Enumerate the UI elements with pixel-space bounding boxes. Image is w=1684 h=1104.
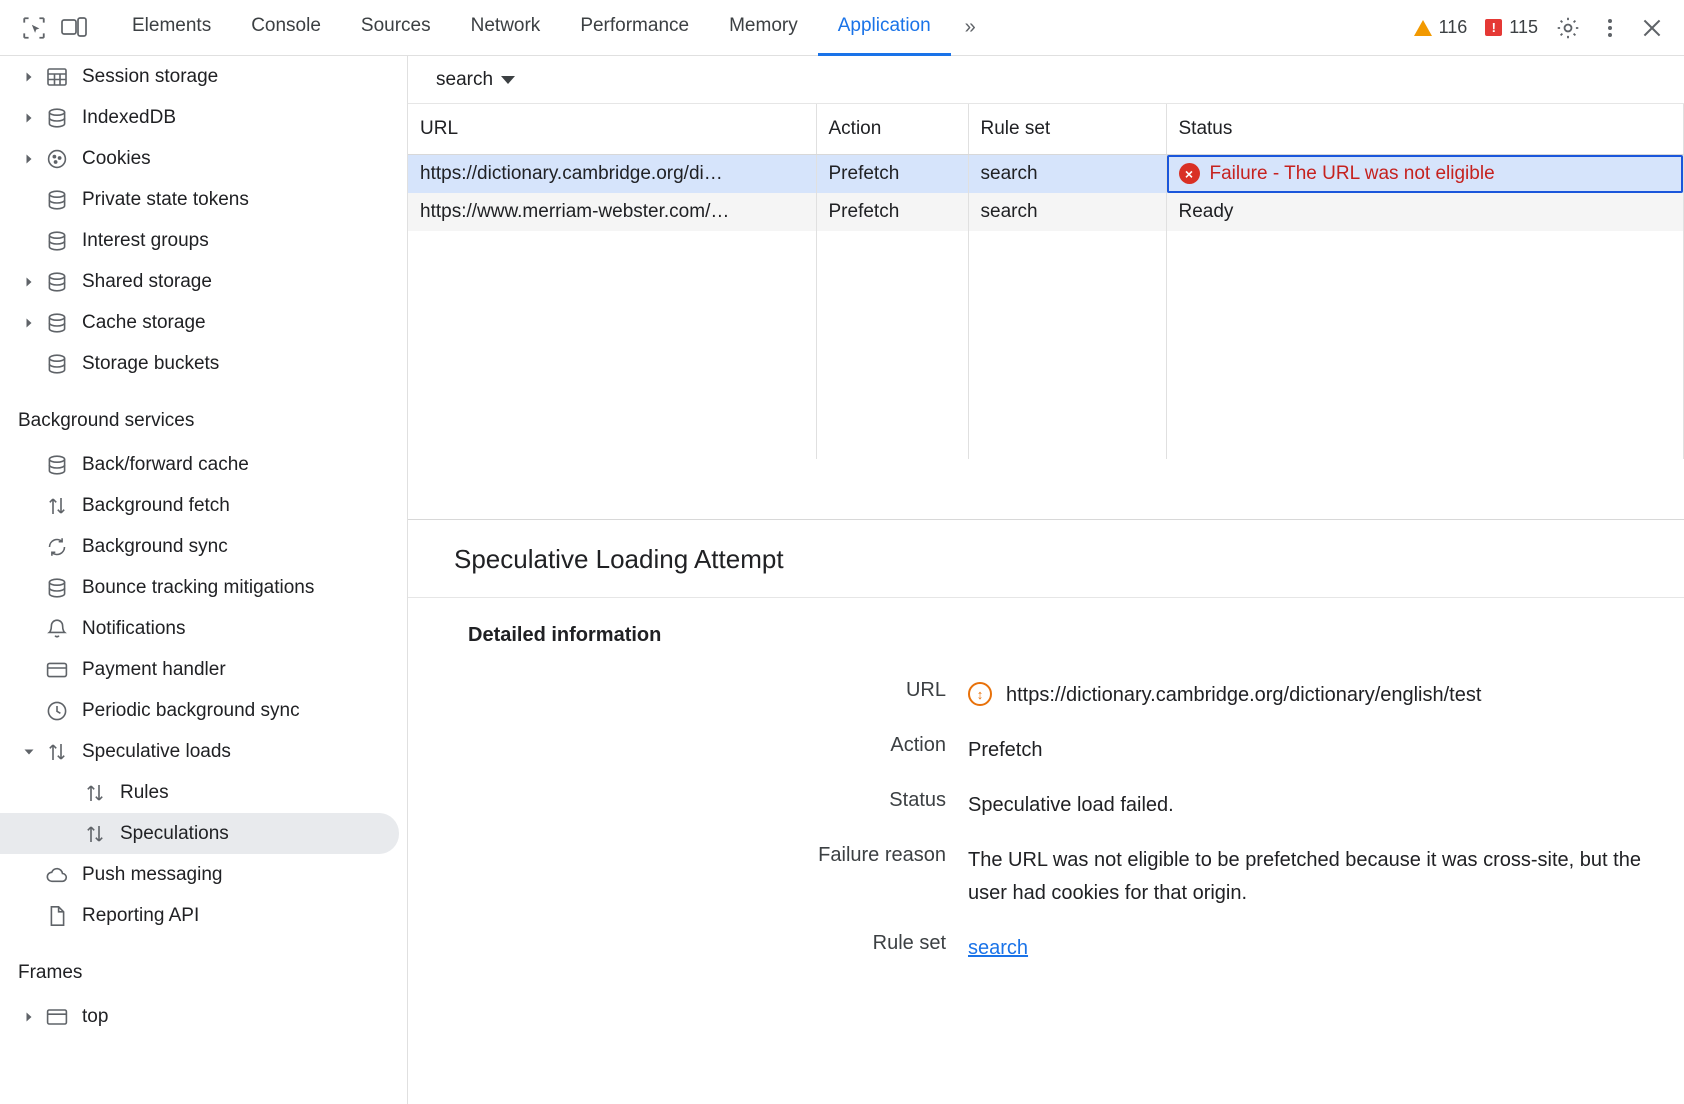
speculative-load-icon: ↕ — [968, 682, 992, 706]
table-empty-row — [408, 269, 1684, 307]
detail-field — [408, 844, 1684, 910]
tab-label: Sources — [360, 15, 431, 36]
database-icon — [40, 311, 74, 335]
column-header-ruleset[interactable]: Rule set — [968, 104, 1166, 154]
detail-field-key: Rule set — [872, 932, 946, 954]
chevron-down-icon — [501, 76, 515, 84]
chevron-right-icon[interactable] — [18, 1011, 40, 1023]
sidebar-item-label: Interest groups — [82, 229, 209, 251]
sidebar-item-label: IndexedDB — [82, 106, 177, 128]
sidebar-item-background-sync[interactable] — [0, 526, 407, 567]
sidebar-item-label: Periodic background sync — [82, 699, 300, 721]
error-count-label: 115 — [1509, 17, 1538, 37]
sidebar-item-label: Session storage — [82, 65, 219, 87]
chevron-right-icon[interactable] — [18, 112, 40, 124]
sidebar-item-label: Private state tokens — [82, 188, 249, 210]
empty-cell — [816, 231, 968, 269]
kebab-menu-icon[interactable] — [1590, 8, 1630, 48]
detail-field-value — [968, 734, 1042, 767]
sidebar-item-label: Background fetch — [82, 494, 230, 516]
detail-field-value — [968, 932, 1028, 965]
detail-field-key: URL — [905, 679, 946, 701]
column-header-url[interactable]: URL — [408, 104, 816, 154]
sidebar-item-rules[interactable] — [0, 772, 407, 813]
error-counter[interactable] — [1477, 17, 1546, 38]
sidebar-item-bounce-tracking-mitigations[interactable] — [0, 567, 407, 608]
empty-cell — [1166, 231, 1684, 269]
sidebar-item-label: Reporting API — [82, 904, 200, 926]
tab-performance[interactable] — [560, 0, 709, 56]
empty-cell — [408, 269, 816, 307]
tab-label: Elements — [132, 15, 212, 36]
empty-cell — [968, 269, 1166, 307]
sidebar-item-label: Bounce tracking mitigations — [82, 576, 315, 598]
gear-icon[interactable] — [1548, 8, 1588, 48]
table-header-row — [408, 104, 1684, 154]
tab-memory[interactable] — [709, 0, 818, 56]
detail-field — [408, 679, 1684, 712]
table-empty-row — [408, 421, 1684, 459]
empty-cell — [816, 383, 968, 421]
tab-network[interactable] — [451, 0, 561, 56]
detail-field-value — [968, 679, 1481, 712]
chevron-right-icon[interactable] — [18, 276, 40, 288]
sidebar-item-periodic-background-sync[interactable] — [0, 690, 407, 731]
sidebar-item-private-state-tokens[interactable] — [0, 179, 407, 220]
document-icon — [40, 904, 74, 928]
column-header-status[interactable]: Status — [1166, 104, 1684, 154]
sidebar-item-indexeddb[interactable] — [0, 97, 407, 138]
sidebar-item-label: Back/forward cache — [82, 453, 249, 475]
sidebar-item-cookies[interactable] — [0, 138, 407, 179]
sidebar-frames-group — [0, 996, 407, 1037]
empty-cell — [816, 269, 968, 307]
ruleset-filter-dropdown[interactable] — [430, 67, 521, 93]
empty-cell — [408, 231, 816, 269]
database-icon — [40, 106, 74, 130]
sidebar-item-label: Speculative loads — [82, 740, 231, 762]
clock-icon — [40, 699, 74, 723]
cookie-icon — [40, 147, 74, 171]
detail-field-value — [968, 844, 1684, 910]
sidebar-item-top[interactable] — [0, 996, 407, 1037]
empty-cell — [968, 307, 1166, 345]
detail-field-value — [968, 789, 1174, 822]
status-label: Failure - The URL was not eligible — [1209, 162, 1495, 184]
empty-cell — [968, 383, 1166, 421]
detail-field-list — [408, 679, 1684, 965]
sidebar-item-label: Notifications — [82, 617, 186, 639]
sidebar-item-speculative-loads[interactable] — [0, 731, 407, 772]
empty-cell — [968, 345, 1166, 383]
ruleset-link[interactable]: search — [968, 937, 1029, 959]
cell-action: Prefetch — [816, 154, 968, 193]
tab-application[interactable] — [818, 0, 951, 56]
empty-cell — [1166, 383, 1684, 421]
error-circle-icon: × — [1179, 163, 1200, 184]
empty-cell — [816, 307, 968, 345]
tab-label: Performance — [580, 15, 690, 36]
database-icon — [40, 453, 74, 477]
warning-counter[interactable] — [1406, 17, 1476, 38]
table-empty-row — [408, 345, 1684, 383]
devtools-toolbar — [0, 0, 1684, 56]
empty-cell — [816, 421, 968, 459]
detail-field — [408, 789, 1684, 822]
sidebar-background-group — [0, 444, 407, 936]
table-empty-row — [408, 383, 1684, 421]
detail-field — [408, 734, 1684, 767]
updown-arrows-icon — [78, 822, 112, 846]
detail-value-text: Prefetch — [968, 739, 1043, 761]
sidebar-item-label: Cache storage — [82, 311, 206, 333]
sync-icon — [40, 535, 74, 559]
sidebar-item-label: Payment handler — [82, 658, 226, 680]
device-toolbar-icon[interactable] — [54, 8, 94, 48]
sidebar-storage-group — [0, 56, 407, 384]
tab-label: Memory — [729, 15, 798, 36]
error-square-icon: ! — [1485, 19, 1502, 36]
detail-value-text: The URL was not eligible to be prefetched because it was cross-site, but the user had cookies for that origin. — [968, 849, 1641, 904]
table-icon — [40, 65, 74, 89]
table-empty-row — [408, 231, 1684, 269]
cell-status — [1166, 154, 1684, 193]
panel-tabs — [112, 0, 990, 56]
chevron-right-icon[interactable] — [18, 153, 40, 165]
detail-field — [408, 932, 1684, 965]
chevron-right-icon[interactable] — [18, 71, 40, 83]
cell-action: Prefetch — [816, 193, 968, 231]
application-sidebar — [0, 56, 408, 1104]
sidebar-item-interest-groups[interactable] — [0, 220, 407, 261]
empty-cell — [408, 383, 816, 421]
updown-arrows-icon — [78, 781, 112, 805]
database-icon — [40, 352, 74, 376]
detail-value-text: https://dictionary.cambridge.org/dictionary/english/test — [1006, 684, 1482, 706]
detail-value-text: Speculative load failed. — [968, 794, 1174, 816]
sidebar-item-push-messaging[interactable] — [0, 854, 407, 895]
empty-cell — [1166, 345, 1684, 383]
toolbar-right-group — [1406, 8, 1684, 48]
detail-pane — [408, 520, 1684, 1104]
cell-url: https://www.merriam-webster.com/… — [408, 193, 816, 231]
sidebar-item-speculations[interactable] — [0, 813, 399, 854]
empty-cell — [408, 345, 816, 383]
sidebar-item-label: Rules — [120, 781, 169, 803]
tab-elements[interactable] — [112, 0, 231, 56]
sidebar-item-reporting-api[interactable] — [0, 895, 407, 936]
detail-title: Speculative Loading Attempt — [408, 520, 1684, 598]
sidebar-item-payment-handler[interactable] — [0, 649, 407, 690]
sidebar-item-storage-buckets[interactable] — [0, 343, 407, 384]
warning-triangle-icon — [1414, 20, 1432, 36]
sidebar-section-frames — [0, 950, 407, 996]
warning-count-label: 116 — [1438, 17, 1468, 37]
empty-cell — [408, 421, 816, 459]
sidebar-section-label: Frames — [18, 962, 83, 983]
empty-cell — [408, 307, 816, 345]
sidebar-item-label: Shared storage — [82, 270, 212, 292]
cell-status: Ready — [1166, 193, 1684, 231]
detail-field-key: Action — [890, 734, 946, 756]
sidebar-item-label: Background sync — [82, 535, 228, 557]
detail-field-key: Failure reason — [818, 844, 946, 866]
sidebar-item-label: Cookies — [82, 147, 151, 169]
cell-ruleset: search — [968, 154, 1166, 193]
database-icon — [40, 576, 74, 600]
tab-label: Network — [470, 15, 541, 36]
bell-icon — [40, 617, 74, 641]
column-header-action[interactable]: Action — [816, 104, 968, 154]
sidebar-section-label: Background services — [18, 410, 195, 431]
sidebar-item-label: top — [82, 1005, 109, 1027]
close-icon[interactable] — [1632, 8, 1672, 48]
main-area — [0, 56, 1684, 1104]
sidebar-item-session-storage[interactable] — [0, 56, 407, 97]
database-icon — [40, 188, 74, 212]
speculations-table-container — [408, 104, 1684, 520]
chevron-down-icon[interactable] — [18, 746, 40, 758]
sidebar-item-cache-storage[interactable] — [0, 302, 407, 343]
sidebar-item-label: Push messaging — [82, 863, 223, 885]
table-row[interactable] — [408, 154, 1684, 193]
empty-cell — [1166, 269, 1684, 307]
empty-cell — [1166, 307, 1684, 345]
empty-cell — [816, 345, 968, 383]
table-row[interactable] — [408, 193, 1684, 231]
tab-sources[interactable] — [341, 0, 451, 56]
cloud-icon — [40, 863, 74, 887]
database-icon — [40, 270, 74, 294]
empty-cell — [968, 421, 1166, 459]
frame-icon — [40, 1005, 74, 1029]
sidebar-item-background-fetch[interactable] — [0, 485, 407, 526]
tab-label: Application — [837, 15, 931, 36]
ruleset-filter-label: search — [436, 68, 494, 90]
chevron-right-icon[interactable] — [18, 317, 40, 329]
credit-card-icon — [40, 658, 74, 682]
cell-url: https://dictionary.cambridge.org/di… — [408, 154, 816, 193]
sidebar-item-notifications[interactable] — [0, 608, 407, 649]
inspect-element-icon[interactable] — [14, 8, 54, 48]
tab-label: Console — [251, 15, 321, 36]
sidebar-item-shared-storage[interactable] — [0, 261, 407, 302]
table-empty-row — [408, 307, 1684, 345]
empty-cell — [1166, 421, 1684, 459]
status-badge — [1179, 163, 1684, 185]
sidebar-item-label: Storage buckets — [82, 352, 220, 374]
sidebar-item-back-forward-cache[interactable] — [0, 444, 407, 485]
empty-cell — [968, 231, 1166, 269]
more-tabs-icon[interactable] — [951, 0, 990, 56]
detail-subtitle: Detailed information — [468, 624, 662, 646]
more-tabs-label: » — [964, 16, 976, 38]
cell-ruleset: search — [968, 193, 1166, 231]
speculations-panel — [408, 56, 1684, 1104]
sidebar-section-background-services — [0, 398, 407, 444]
tab-console[interactable] — [231, 0, 341, 56]
filter-bar — [408, 56, 1684, 104]
detail-field-key: Status — [889, 789, 946, 811]
updown-arrows-icon — [40, 740, 74, 764]
speculations-table — [408, 104, 1684, 459]
database-icon — [40, 229, 74, 253]
sidebar-item-label: Speculations — [120, 822, 229, 844]
updown-arrows-icon — [40, 494, 74, 518]
